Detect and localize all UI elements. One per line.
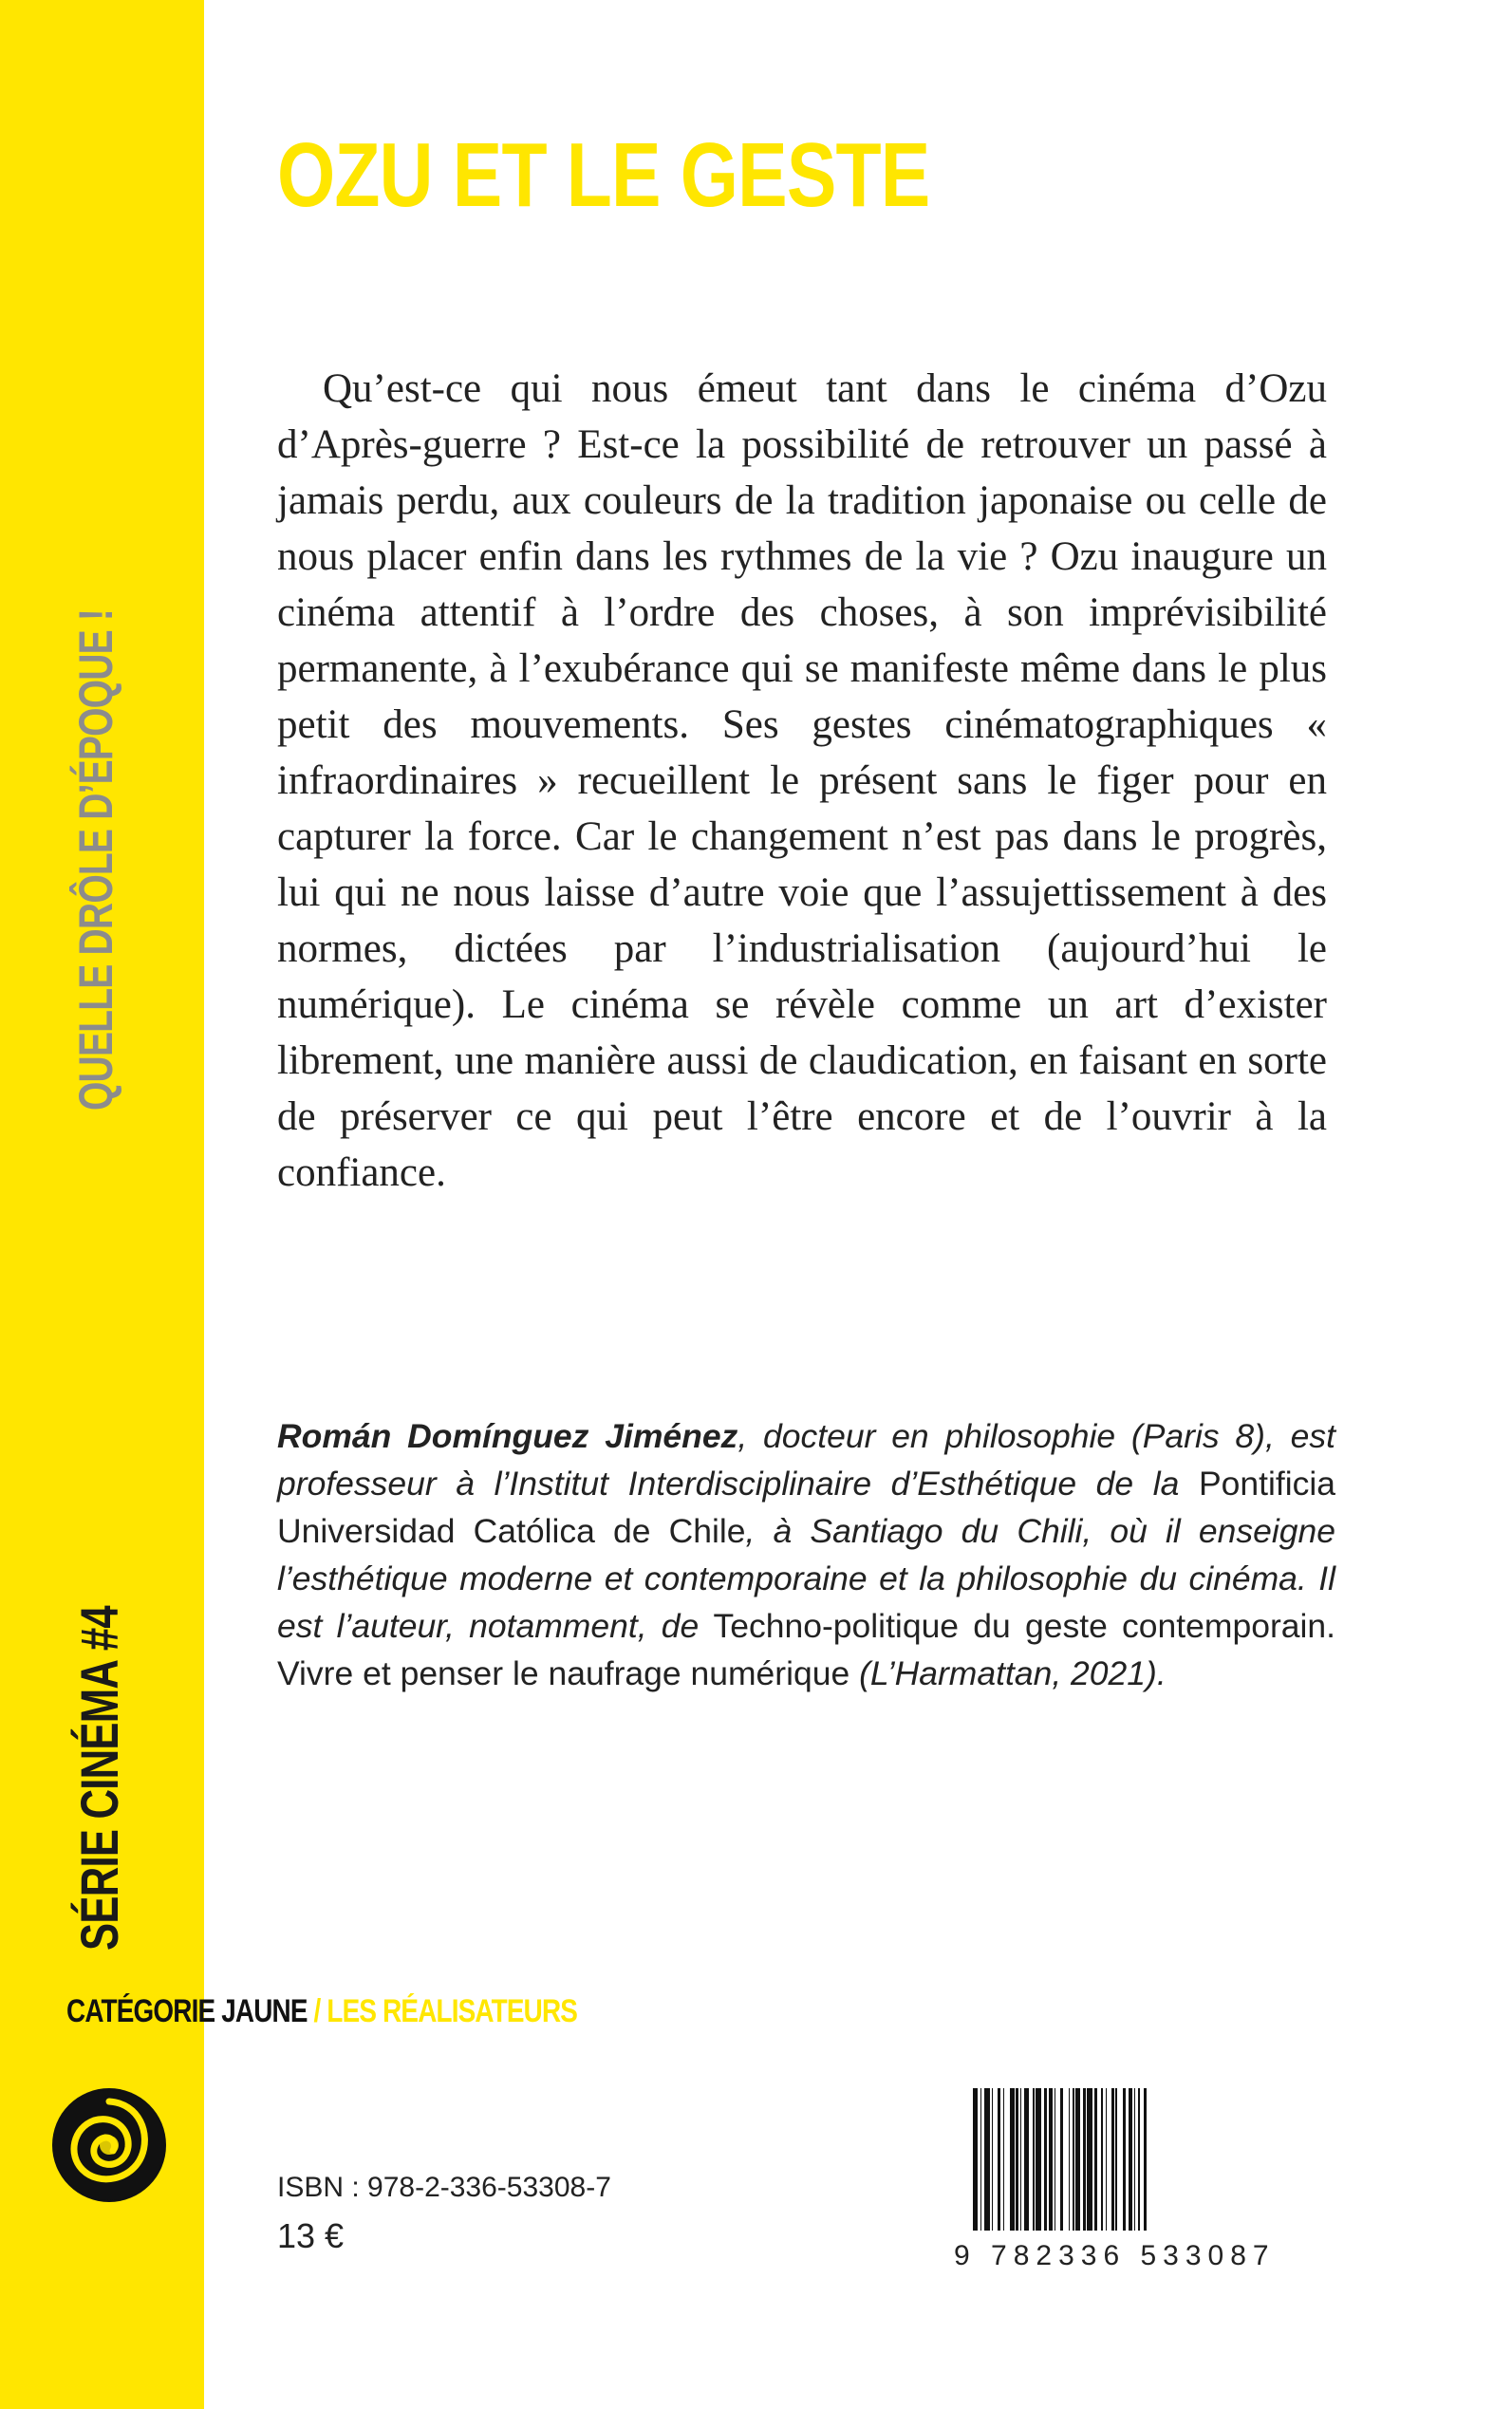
- category-label: [66, 1993, 577, 2030]
- bio-part-1: , docteur en philosophie (Paris 8), est professeur à l’Institut Interdisciplinaire d’Esthétique de la: [277, 1417, 1335, 1503]
- book-title: OZU ET LE GESTE: [277, 124, 930, 226]
- barcode-number: 9 782336 533087: [954, 2240, 1276, 2271]
- collection-name: QUELLE DRÔLE D’ÉPOQUE !: [69, 608, 122, 1111]
- series-name: SÉRIE CINÉMA #4: [69, 1606, 129, 1951]
- category-separator: /: [313, 1993, 321, 2029]
- bio-book-title: Techno-politique du geste contemporain. Vivre et penser le naufrage numérique: [277, 1607, 1335, 1692]
- yellow-spine-band: [0, 0, 204, 2409]
- back-cover-blurb: Qu’est-ce qui nous émeut tant dans le cinéma d’Ozu d’Après-guerre ? Est-ce la possibilité de retrouver un passé à jamais perdu, aux couleurs de la tradition japonaise ou celle de nous placer enfin dans les rythmes de la vie ? Ozu inaugure un cinéma attentif à l’ordre des choses, à son imprévisibilité permanente, à l’exubérance qui se manifeste même dans le plus petit des mouvements. Ses gestes cinématographiques « infraordinaires » recueillent le présent sans le figer pour en capturer la force. Car le changement n’est pas dans le progrès, lui qui ne nous laisse d’autre voie que l’assujettissement à des normes, dictées par l’industrialisation (aujourd’hui le numérique). Le cinéma se révèle comme un art d’exister librement, une manière aussi de claudication, en faisant en sorte de préserver ce qui peut l’être encore et de l’ouvrir à la confiance.: [277, 366, 1327, 1195]
- bio-university: Pontificia Universidad Católica de Chile: [277, 1465, 1335, 1550]
- bio-part-2: , à Santiago du Chili, où il enseigne l’esthétique moderne et contemporaine et la philosophie du cinéma. Il est l’auteur, notamment, de: [277, 1512, 1335, 1645]
- spiral-logo-icon: [52, 2088, 166, 2202]
- category-realisateurs: LES RÉALISATEURS: [327, 1993, 578, 2029]
- author-bio: [277, 1412, 1335, 1697]
- price: 13 €: [277, 2216, 345, 2255]
- category-jaune: CATÉGORIE JAUNE: [66, 1993, 308, 2029]
- bio-part-3: (L’Harmattan, 2021).: [849, 1654, 1167, 1692]
- isbn: ISBN : 978-2-336-53308-7: [277, 2172, 611, 2203]
- barcode-icon: [973, 2088, 1324, 2231]
- author-name: Román Domínguez Jiménez: [277, 1417, 738, 1455]
